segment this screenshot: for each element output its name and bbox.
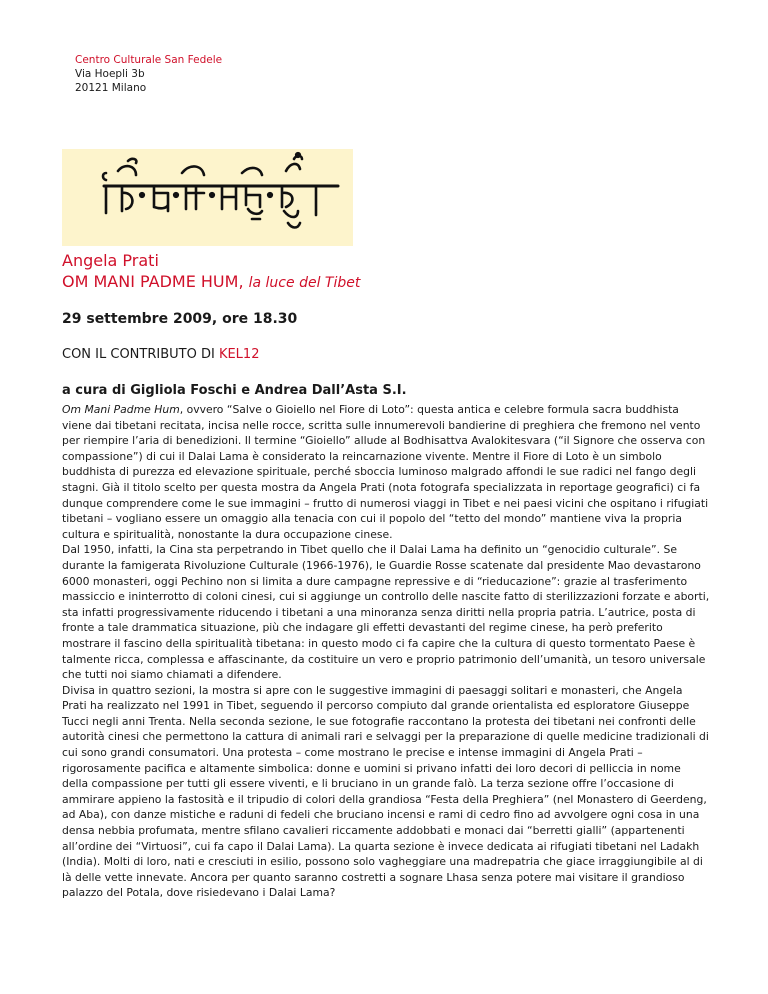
- body-text: [62, 402, 710, 901]
- exhibition-title-main: OM MANI PADME HUM,: [62, 272, 244, 291]
- organization-name: Centro Culturale San Fedele: [75, 54, 223, 66]
- address-block: [75, 53, 222, 95]
- mantra-lead: Om Mani Padme Hum: [62, 403, 180, 416]
- sponsor-line: [62, 347, 259, 362]
- event-date: 29 settembre 2009, ore 18.30: [62, 311, 298, 327]
- paragraph-2: Dal 1950, infatti, la Cina sta perpetrando in Tibet quello che il Dalai Lama ha definito un “genocidio culturale”. Se durante la famigerata Rivoluzione Culturale (1966-1976), le Guardie Rosse scatenate dal presidente Mao devastarono 6000 monasteri, oggi Pechino non si limita a dure campagne repressive e di “rieducazione”: grazie al trasferimento massiccio e ininterrotto di coloni cinesi, cui si aggiunge un controllo delle nascite fatto di sterilizzazioni forzate e aborti, sta infatti progressivamente riducendo i tibetani a una minoranza senza diritti nella propria patria. L’autrice, posta di fronte a tale drammatica situazione, più che indagare gli effetti devastanti del regime cinese, ha però preferito mostrare il fascino della spiritualità tibetana: in questo modo ci fa capire che la cultura di questo tormentato Paese è talmente ricca, complessa e affascinante, da costituire un vero e proprio patrimonio dell’umanità, un tesoro universale che tutti noi siamo chiamati a difendere.: [62, 543, 710, 682]
- tibetan-mantra-calligraphy: [62, 149, 353, 246]
- street-address: Via Hoepli 3b: [75, 68, 145, 80]
- exhibition-title: [62, 272, 360, 293]
- sponsor-label: CON IL CONTRIBUTO DI: [62, 347, 219, 362]
- paragraph-1-text: , ovvero “Salve o Gioiello nel Fiore di Loto”: questa antica e celebre formula sacra buddhista viene dai tibetani recitata, incisa nelle rocce, scritta sulle innumerevoli bandierine di preghiera che fremono nel vento per riempire l’aria di benedizioni. Il termine “Gioiello” allude al Bodhisattva Avalokitesvara (“il Signore che osserva con compassione”) di cui il Dalai Lama è considerato la reincarnazione vivente. Mentre il Fiore di Loto è un simbolo buddhista di purezza ed elevazione spirituale, perché sboccia luminoso malgrado affondi le sue radici nel fango degli stagni. Già il titolo scelto per questa mostra da Angela Prati (nota fotografa specializzata in reportage geografici) ci fa dunque comprendere come le sue immagini – frutto di numerosi viaggi in Tibet e nei paesi vicini che ospitano i rifugiati tibetani – vogliano essere un omaggio alla tenacia con cui il popolo del “tetto del mondo” mantiene viva la propria cultura e spiritualità, nonostante la dura occupazione cinese.: [62, 403, 709, 541]
- exhibition-title-sub: la luce del Tibet: [248, 275, 361, 291]
- city-address: 20121 Milano: [75, 82, 147, 94]
- paragraph-3: Divisa in quattro sezioni, la mostra si apre con le suggestive immagini di paesaggi solitari e monasteri, che Angela Prati ha realizzato nel 1991 in Tibet, seguendo il percorso compiuto dal grande orientalista ed esploratore Giuseppe Tucci negli anni Trenta. Nella seconda sezione, le sue fotografie raccontano la protesta dei tibetani nei confronti delle autorità cinesi che permettono la cattura di animali rari e selvaggi per la preparazione di quelle medicine tradizionali di cui sono grandi consumatori. Una protesta – come mostrano le precise e intense immagini di Angela Prati – rigorosamente pacifica e altamente simbolica: donne e uomini si privano infatti dei loro decori di pelliccia in nome della compassione per tutti gli essere viventi, e li bruciano in un grande falò. La terza sezione offre l’occasione di ammirare appieno la fastosità e il tripudio di colori della grandiosa “Festa della Preghiera” (nel Monastero di Geerdeng, ad Aba), con danze mistiche e raduni di fedeli che bruciano incensi e rami di cedro fino ad avvolgere ogni cosa in una densa nebbia profumata, mentre sfilano cavalieri riccamente addobbati e monaci dai “berretti gialli” (appartenenti all’ordine dei “Virtuosi”, cui fa capo il Dalai Lama). La quarta sezione è invece dedicata ai rifugiati tibetani nel Ladakh (India). Molti di loro, nati e cresciuti in esilio, possono solo vagheggiare una madrepatria che giace irraggiungibile al di là delle vette innevate. Ancora per quanto saranno costretti a sognare Lhasa senza potere mai visitare il grandioso palazzo del Potala, dove risiedevano i Dalai Lama?: [62, 683, 709, 900]
- author-name: Angela Prati: [62, 251, 159, 270]
- curators-line: a cura di Gigliola Foschi e Andrea Dall’Asta S.I.: [62, 383, 407, 398]
- tibetan-mantra-banner: [62, 149, 353, 246]
- sponsor-brand: KEL12: [218, 347, 260, 362]
- paragraph-1: [62, 402, 710, 542]
